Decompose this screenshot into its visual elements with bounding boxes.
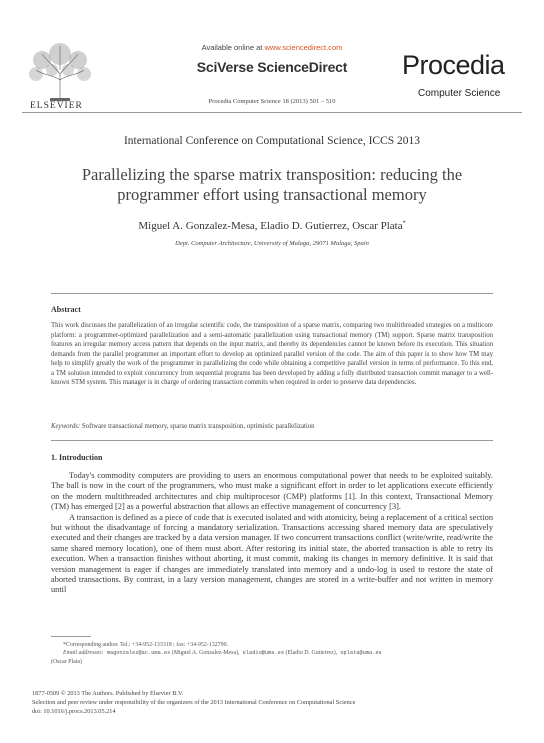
header-divider <box>22 112 522 113</box>
footnote-divider <box>51 636 91 637</box>
brand-subtitle: Computer Science <box>418 88 501 99</box>
email-2[interactable]: eladio@uma.es <box>239 650 285 657</box>
copyright-line: 1877-0509 © 2013 The Authors. Published by Elsevier B.V. <box>32 690 184 697</box>
abstract-body: This work discusses the parallelization of an irregular scientific code, the transposition of a sparse matrix, comparing two multithreaded strategies on a multicore platform: a programmer-optimized parallelization and a semi-automatic parallelization using transactional memory (TM) support. Sparse matrix transposition features an irregular memory access pattern that depends on the input matrix, and thereby its dependencies cannot be known before its execution. This situation demands from the parallel programmer an important effort to develop an optimized parallel version of the code. The aim of this paper is to show how TM may help to simplify greatly the work of the programmer in parallelizing the code while obtaining a competitive parallel version in terms of performance. To this end, a TM solution intended to exploit concurrency from sequential programs has been developed by adding a fully distributed transaction commit manager to a well-known STM system. This manager is in charge of ordering transaction commits when required in order to preserve data dependencies. <box>51 322 493 387</box>
conference-name: International Conference on Computational Science, ICCS 2013 <box>123 135 421 147</box>
sciencedirect-link[interactable]: www.sciencedirect.com <box>264 43 343 52</box>
introduction-body <box>51 471 493 596</box>
corresponding-mark: * <box>402 220 406 227</box>
email-3[interactable]: oplata@uma.es <box>337 650 382 657</box>
copyright-block <box>32 689 512 716</box>
affiliation: Dept. Computer Architecture, University of Malaga, 29071 Malaga, Spain <box>175 240 369 247</box>
abstract-top-divider <box>51 293 493 294</box>
available-prefix: Available online at <box>201 43 265 52</box>
journal-reference: Procedia Computer Science 18 (2013) 501 – 510 <box>208 98 336 105</box>
abstract-heading: Abstract <box>51 305 81 314</box>
selection-line: Selection and peer review under responsibility of the organizers of the 2013 International Conference on Computational Science <box>32 699 356 706</box>
section-heading-introduction: 1. Introduction <box>51 453 103 462</box>
author-list <box>0 220 544 232</box>
paper-title: Parallelizing the sparse matrix transposition: reducing the programmer effort using transactional memory <box>81 165 463 204</box>
abstract-bottom-divider <box>51 440 493 441</box>
email-1-owner: (Miguel A. Gonzalez-Mesa), <box>170 650 240 657</box>
authors-text: Miguel A. Gonzalez-Mesa, Eladio D. Gutierrez, Oscar Plata <box>138 220 403 232</box>
brand-logo-text: Procedia <box>402 50 505 80</box>
keywords-list: Software transactional memory, sparse matrix transposition, optimistic parallelization <box>80 423 315 430</box>
keywords-label: Keywords: <box>51 423 81 430</box>
email-3-owner: (Oscar Plata) <box>51 658 82 665</box>
publisher-name: ELSEVIER <box>30 101 83 111</box>
email-2-owner: (Eladio D. Gutierrez), <box>284 650 338 657</box>
email-label: Email addresses: <box>63 650 104 657</box>
footnote <box>51 641 501 666</box>
corresponding-author-note: *Corresponding author. Tel.: +34-952-133318 ; fax: +34-952-132790. <box>63 642 228 648</box>
email-1[interactable]: magonzalez@ac.uma.es <box>103 650 171 657</box>
intro-paragraph-2: A transaction is defined as a piece of code that is executed isolated and with atomicity, being a replacement of a critical section but without the disadvantage of forcing a mandatory serialization. Transactions accessing shared memory data are speculatively executed and their changes are tracked by a data version manager. If two concurrent transactions conflict (write/write, read/write the same shared memory location), one of them must abort. After restoring its initial state, the aborted transaction is able to retry its execution. When a transaction finishes without aborting, it must commit, making its changes in memory definitive. It is said that version management is eager if changes are immediately translated into memory and a undo-log is used to restore the state of aborted transactions. By contrast, in a lazy version management, changes are stored in a write-buffer and not written in memory until <box>51 512 493 595</box>
keywords <box>51 423 315 430</box>
intro-paragraph-1: Today's commodity computers are providing to users an enormous computational power that needs to be exploited suitably. The ball is now in the court of the programmers, who must make a significant effort in order to let applications execute efficiently on the modern multithreaded architectures and chip multiprocesor (CMP) platforms [1]. In this context, Transactional Memory (TM) has emerged [2] as a powerful abstraction that allows an effective management of concurrency [3]. <box>51 471 493 512</box>
email-addresses <box>51 649 501 657</box>
platform-name: SciVerse ScienceDirect <box>196 59 348 75</box>
doi-line[interactable]: doi: 10.1016/j.procs.2013.05.214 <box>32 708 116 715</box>
